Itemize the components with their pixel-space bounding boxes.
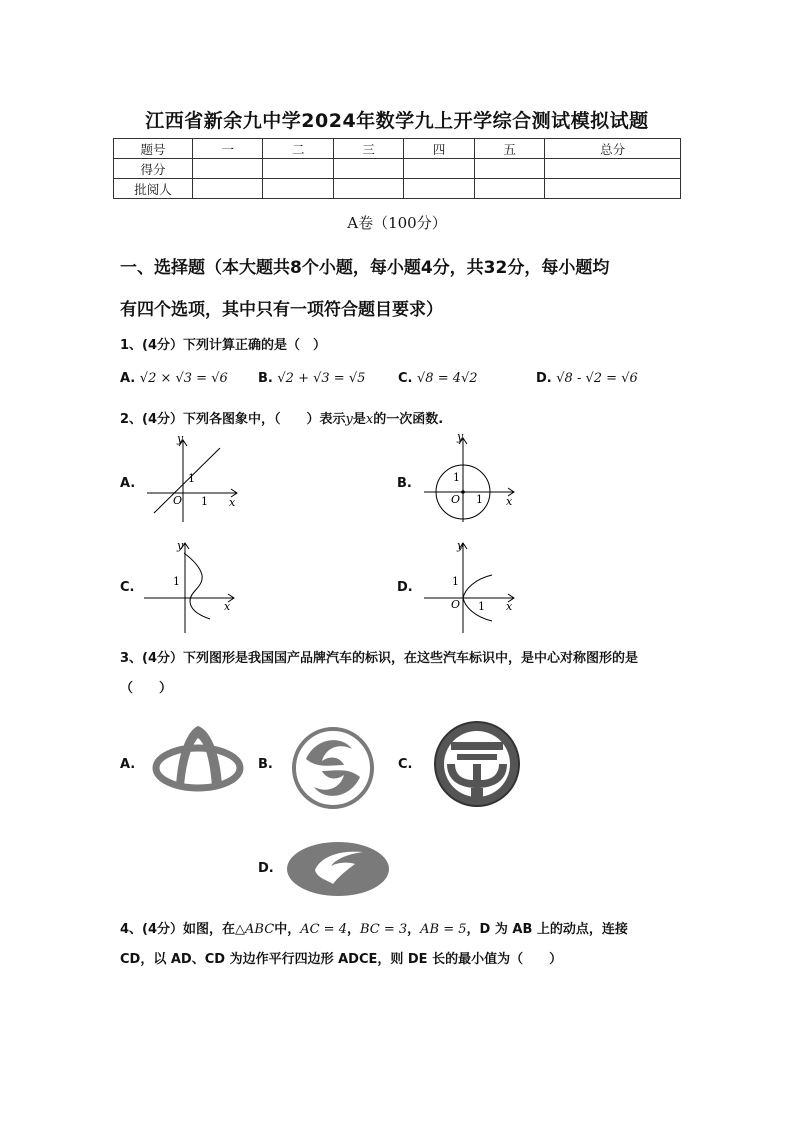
table-cell: 二	[263, 139, 333, 159]
stem-text: 4、(4分）如图，在	[120, 922, 236, 937]
table-cell: 一	[193, 139, 263, 159]
table-cell	[474, 159, 544, 179]
q2-option-a-label: A.	[120, 476, 136, 491]
table-cell: 五	[474, 139, 544, 159]
stem-text: 2、(4分）下列各图象中，（ ）表示	[120, 412, 346, 427]
y-label: y	[457, 430, 464, 443]
table-cell	[263, 179, 333, 199]
q3-option-b-label: B.	[258, 757, 273, 772]
table-cell	[193, 159, 263, 179]
logo-c-icon	[425, 718, 529, 810]
table-cell	[263, 159, 333, 179]
q2-graph-d	[420, 535, 520, 635]
function-line	[154, 448, 220, 513]
origin-label: O	[451, 493, 461, 506]
ab-value: AB = 5	[420, 922, 467, 937]
q2-graph-a	[140, 430, 245, 525]
x-tick-one: 1	[478, 600, 485, 613]
q3-option-a-label: A.	[120, 757, 136, 772]
option-expression: √8 - √2 = √6	[556, 371, 638, 386]
option-label: B.	[258, 371, 273, 386]
option-label: D.	[536, 371, 552, 386]
section-heading-line1: 一、选择题（本大题共8个小题，每小题4分，共32分，每小题均	[120, 258, 610, 278]
center-dot	[461, 490, 465, 494]
q2-option-b-label: B.	[397, 476, 412, 491]
exam-title: 江西省新余九中学2024年数学九上开学综合测试模拟试题	[145, 110, 649, 132]
y-tick-one: 1	[173, 575, 180, 588]
y-label: y	[177, 432, 184, 445]
origin-label: O	[173, 494, 183, 507]
ac-value: AC = 4	[300, 922, 347, 937]
q2-graph-b	[420, 430, 520, 525]
question-4-line1	[120, 918, 628, 937]
q2-graph-c	[140, 535, 245, 635]
y-tick-one: 1	[453, 471, 460, 484]
x-tick-one: 1	[476, 493, 483, 506]
table-cell	[545, 179, 681, 199]
triangle-abc: △ABC	[235, 922, 275, 937]
table-cell	[333, 179, 403, 199]
stem-text: ，D 为 AB 上的动点，连接	[466, 922, 628, 937]
table-cell: 四	[404, 139, 474, 159]
question-4-line2: CD，以 AD、CD 为边作平行四边形 ADCE，则 DE 长的最小值为（ ）	[120, 952, 563, 967]
question-2-stem	[120, 408, 443, 427]
section-heading-line2: 有四个选项，其中只有一项符合题目要求）	[120, 300, 443, 320]
table-cell: 三	[333, 139, 403, 159]
q1-option-a	[120, 371, 228, 386]
bc-value: BC = 3	[359, 922, 408, 937]
x-tick-one: 1	[201, 495, 208, 508]
table-cell	[404, 179, 474, 199]
option-expression: √2 + √3 = √5	[277, 371, 366, 386]
origin-label: O	[451, 598, 461, 611]
score-table	[113, 138, 681, 199]
question-3-stem-line1: 3、(4分）下列图形是我国国产品牌汽车的标识，在这些汽车标识中，是中心对称图形的是	[120, 651, 639, 666]
y-tick-one: 1	[452, 575, 459, 588]
score-table-header-row	[114, 139, 681, 159]
score-table-row	[114, 159, 681, 179]
option-label: C.	[398, 371, 413, 386]
q1-option-b	[258, 371, 365, 386]
logo-d-icon	[285, 840, 391, 898]
stem-text: 是	[352, 412, 366, 427]
table-cell: 得分	[114, 159, 193, 179]
table-cell	[545, 159, 681, 179]
var-x: x	[365, 412, 374, 427]
option-label: A.	[120, 371, 136, 386]
var-y: y	[345, 412, 353, 427]
x-label: x	[506, 495, 513, 508]
stem-text: ，	[407, 922, 421, 937]
q2-option-c-label: C.	[120, 580, 135, 595]
x-label: x	[229, 496, 236, 509]
table-cell	[404, 159, 474, 179]
stem-text: ，	[346, 922, 360, 937]
option-expression: √2 × √3 = √6	[139, 371, 228, 386]
q1-option-d	[536, 371, 638, 386]
q2-option-d-label: D.	[397, 580, 413, 595]
score-table-row	[114, 179, 681, 199]
table-cell: 总分	[545, 139, 681, 159]
table-cell	[474, 179, 544, 199]
stem-text: 中，	[274, 922, 301, 937]
table-cell	[193, 179, 263, 199]
logo-b-icon	[290, 725, 376, 811]
table-cell	[333, 159, 403, 179]
q1-option-c	[398, 371, 478, 386]
y-label: y	[177, 539, 184, 552]
logo-a-icon	[150, 722, 246, 792]
x-label: x	[506, 600, 513, 613]
q3-option-d-label: D.	[258, 861, 274, 876]
stem-text: 的一次函数.	[373, 412, 444, 427]
function-curve	[184, 553, 210, 619]
table-cell: 批阅人	[114, 179, 193, 199]
y-tick-one: 1	[188, 472, 195, 485]
question-3-stem-line2: （ ）	[120, 681, 173, 696]
table-cell: 题号	[114, 139, 193, 159]
x-label: x	[224, 600, 231, 613]
section-a-title: A卷（100分）	[347, 214, 447, 232]
option-expression: √8 = 4√2	[417, 371, 478, 386]
question-1-stem: 1、(4分）下列计算正确的是（ ）	[120, 338, 327, 353]
q3-option-c-label: C.	[398, 757, 413, 772]
y-label: y	[457, 539, 464, 552]
